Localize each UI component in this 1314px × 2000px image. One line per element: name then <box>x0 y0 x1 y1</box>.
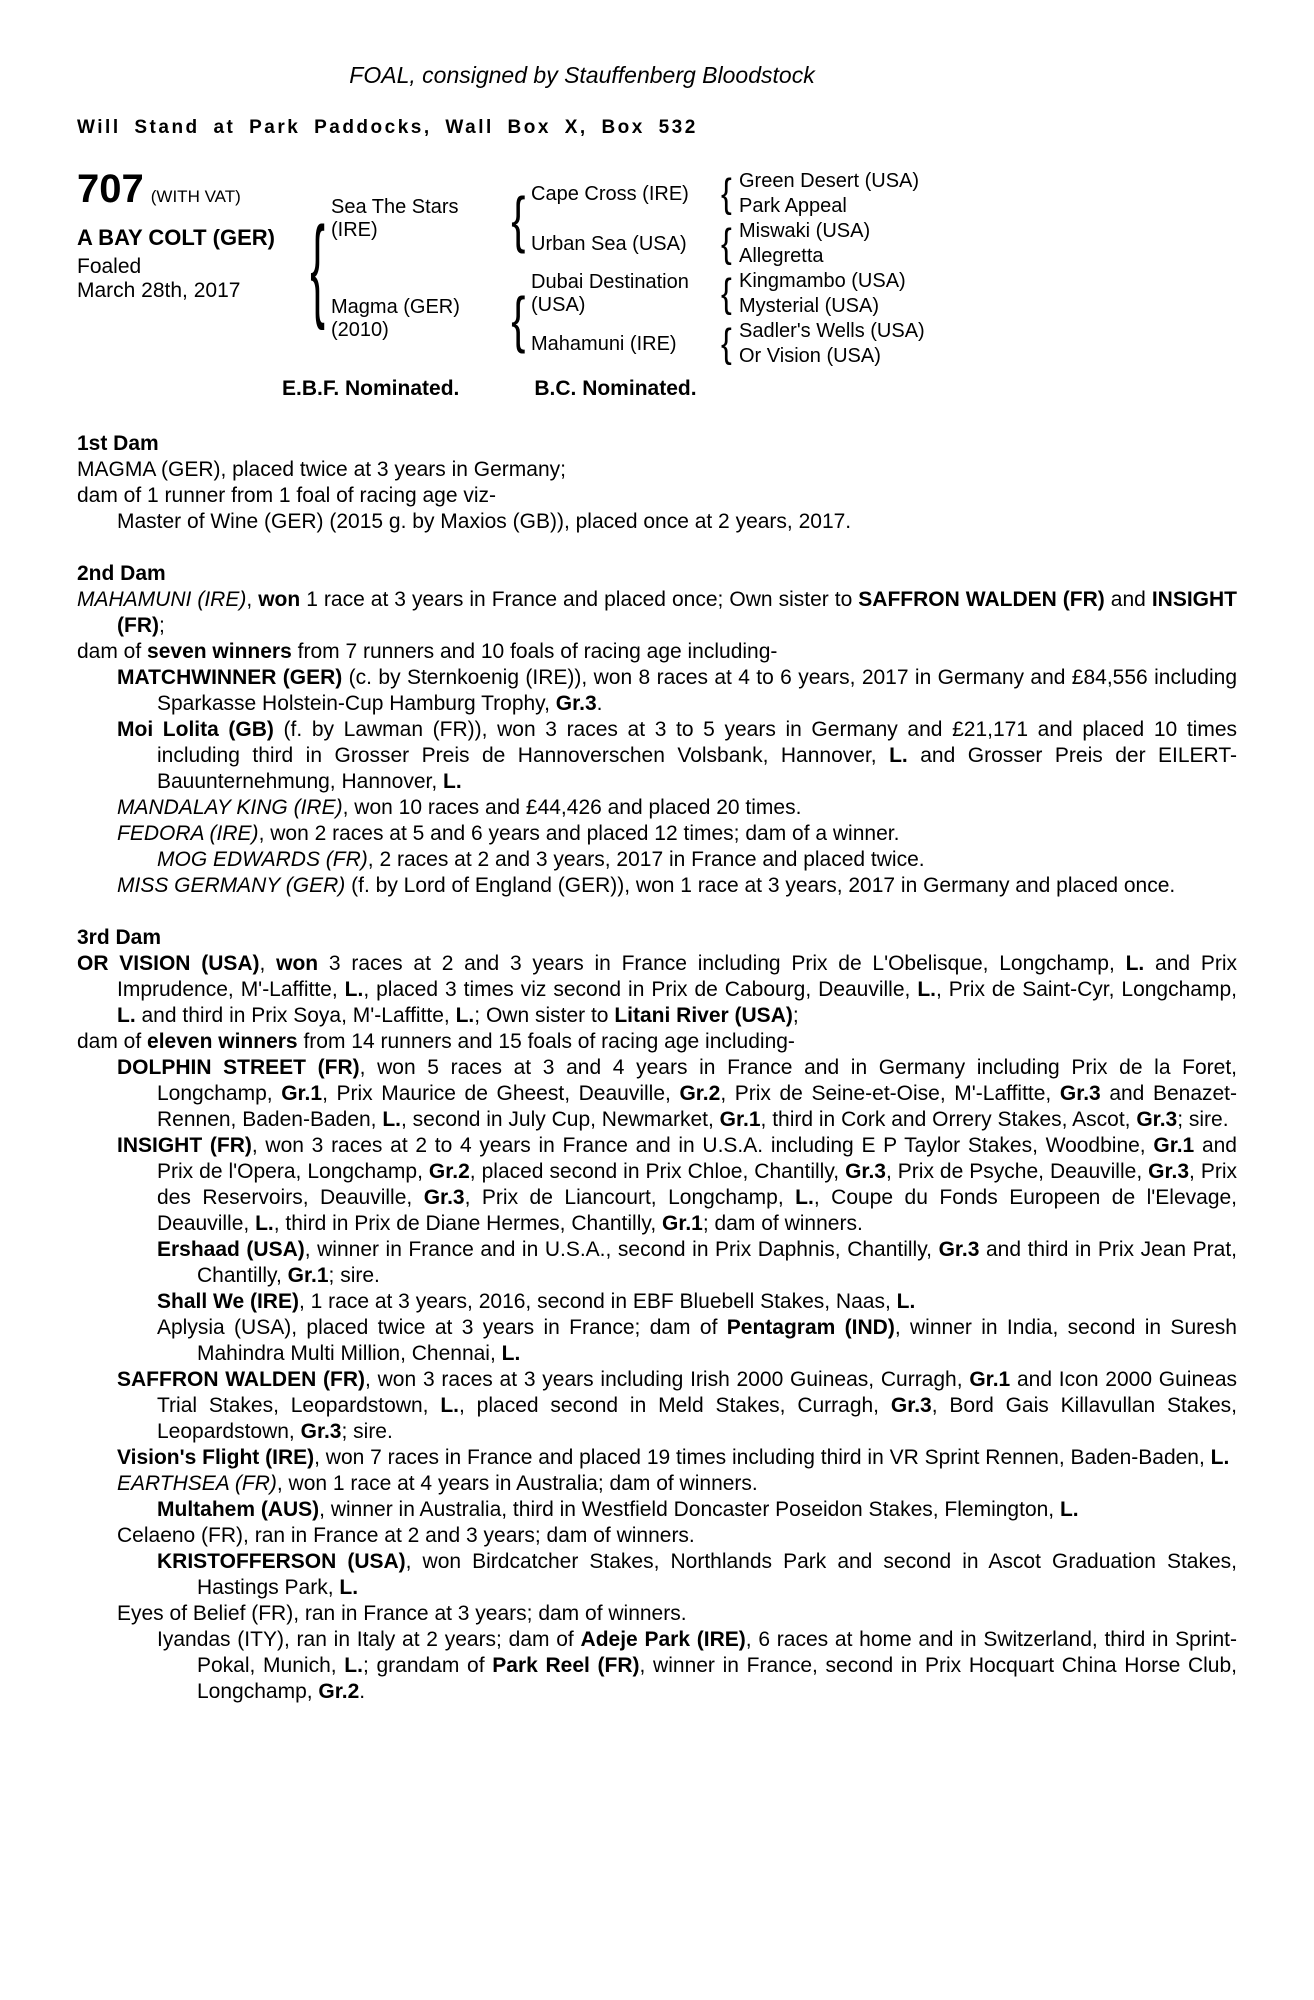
text-segment: INSIGHT (FR) <box>117 588 1238 637</box>
pedigree-sire-dam: Urban Sea (USA) <box>531 232 687 255</box>
pedigree-gen3-name: Kingmambo (USA) <box>739 270 906 292</box>
brace-glyph <box>713 169 739 219</box>
text-segment: seven winners <box>147 640 292 663</box>
text-segment: L. <box>795 1186 814 1209</box>
text-segment: , Prix de Liancourt, Longchamp, <box>464 1186 796 1209</box>
text-segment: (f. by Lord of England (GER)), won 1 race at 3 years, 2017 in Germany and placed once. <box>345 874 1176 897</box>
text-segment: Litani River (USA) <box>614 1004 793 1027</box>
text-segment: Shall We (IRE) <box>157 1290 299 1313</box>
text-segment: dam of <box>77 1030 148 1053</box>
text-segment: Gr.1 <box>719 1108 761 1131</box>
pedigree-paragraph <box>77 847 1237 873</box>
pedigree-paragraph <box>77 1315 1237 1367</box>
text-segment: Gr.3 <box>423 1186 465 1209</box>
section-heading: 3rd Dam <box>77 926 162 949</box>
nominations-line <box>77 377 1237 401</box>
text-segment: Gr.3 <box>1059 1082 1101 1105</box>
text-segment: , <box>259 952 277 975</box>
text-segment: , winner in India, second in Suresh Mahindra Multi Million, Chennai, <box>197 1316 1237 1365</box>
text-segment: Gr.1 <box>1153 1134 1195 1157</box>
stand-location: Will Stand at Park Paddocks, Wall Box X, Box 532 <box>77 117 698 138</box>
pedigree-sire: Sea The Stars (IRE) <box>331 196 459 241</box>
text-segment: L. <box>255 1212 274 1235</box>
text-segment: won <box>258 588 301 611</box>
text-segment: ; <box>158 614 165 637</box>
text-segment: Gr.1 <box>287 1264 329 1287</box>
text-segment: , Coupe du Fonds Europeen de l'Elevage, Deauville, <box>157 1186 1238 1235</box>
text-segment: , won 1 race at 4 years in Australia; dam of winners. <box>276 1472 758 1495</box>
text-segment: , third in Prix de Diane Hermes, Chantilly, <box>273 1212 662 1235</box>
pedigree-paragraph <box>77 1289 1237 1315</box>
pedigree-paragraph <box>77 665 1237 717</box>
text-segment: , Prix de Seine-et-Oise, M'-Laffitte, <box>720 1082 1060 1105</box>
text-segment: , Bord Gais Killavullan Stakes, Leopardstown, <box>157 1394 1238 1443</box>
brace-icon: { <box>720 171 732 217</box>
text-segment: L. <box>344 1654 363 1677</box>
text-segment: Gr.3 <box>845 1160 886 1183</box>
text-segment: SAFFRON WALDEN (FR) <box>858 588 1105 611</box>
brace-glyph <box>505 169 531 269</box>
text-segment: , winner in Australia, third in Westfield Doncaster Poseidon Stakes, Flemington, <box>319 1498 1060 1521</box>
text-segment: MAHAMUNI (IRE) <box>77 588 247 611</box>
brace-icon: { <box>510 284 526 354</box>
text-segment: ; sire. <box>341 1420 393 1443</box>
text-segment: 3 races at 2 and 3 years in France including Prix de L'Obelisque, Longchamp, <box>318 952 1126 975</box>
pedigree-paragraph <box>77 951 1237 1029</box>
text-segment: Aplysia (USA), placed twice at 3 years in France; dam of <box>157 1316 727 1339</box>
pedigree-gen3-name: Mysterial (USA) <box>739 295 880 317</box>
text-segment: , placed second in Meld Stakes, Curragh, <box>459 1394 891 1417</box>
text-segment: L. <box>117 1004 136 1027</box>
text-segment: , <box>246 588 259 611</box>
text-segment: , placed second in Prix Chloe, Chantilly, <box>469 1160 846 1183</box>
brace-icon: { <box>310 205 326 333</box>
lot-block <box>77 169 305 369</box>
text-segment: , Prix de Saint-Cyr, Longchamp, <box>936 978 1237 1001</box>
pedigree-paragraph <box>77 1445 1237 1471</box>
pedigree-paragraph <box>77 1549 1237 1601</box>
bc-nominated: B.C. Nominated. <box>534 377 697 400</box>
text-segment: Gr.3 <box>1148 1160 1190 1183</box>
text-segment: Adeje Park (IRE) <box>580 1628 746 1651</box>
pedigree-paragraph <box>77 821 1237 847</box>
text-segment: L. <box>1125 952 1145 975</box>
pedigree-paragraph <box>77 1497 1237 1523</box>
pedigree-paragraph <box>77 457 1237 483</box>
text-segment: . <box>596 692 603 715</box>
text-segment: L. <box>443 770 462 793</box>
text-segment: (f. by Lawman (FR)), won 3 races at 3 to 5 years in Germany and £21,171 and placed 10 times including third in Grosser Preis de Hannoverschen Volsbank, Hannover, <box>157 718 1237 767</box>
text-segment: Gr.1 <box>969 1368 1011 1391</box>
text-segment: L. <box>917 978 936 1001</box>
text-segment: eleven winners <box>147 1030 298 1053</box>
ebf-nominated: E.B.F. Nominated. <box>282 377 460 400</box>
pedigree-gen3-name: Miswaki (USA) <box>739 220 871 242</box>
text-segment: won <box>276 952 319 975</box>
dam-section <box>77 561 1237 899</box>
pedigree-gen3-name: Allegretta <box>739 245 824 267</box>
text-segment: . <box>359 1680 366 1703</box>
text-segment: and Prix de l'Opera, Longchamp, <box>157 1134 1237 1183</box>
text-segment: Gr.2 <box>318 1680 360 1703</box>
text-segment: , winner in France and in U.S.A., second in Prix Daphnis, Chantilly, <box>304 1238 939 1261</box>
pedigree-dam-sire: Dubai Destination (USA) <box>531 271 689 316</box>
text-segment: MAGMA (GER), placed twice at 3 years in Germany; <box>77 458 566 481</box>
text-segment: MANDALAY KING (IRE) <box>117 796 343 819</box>
text-segment: KRISTOFFERSON (USA) <box>157 1550 406 1573</box>
text-segment: ; sire. <box>1177 1108 1229 1131</box>
text-segment: and Grosser Preis der EILERT-Bauunternehmung, Hannover, <box>157 744 1238 793</box>
pedigree-paragraph <box>77 483 1237 509</box>
text-segment: , 1 race at 3 years, 2016, second in EBF Bluebell Stakes, Naas, <box>298 1290 897 1313</box>
pedigree-paragraph <box>77 1237 1237 1289</box>
pedigree-paragraph <box>77 1133 1237 1237</box>
section-heading: 2nd Dam <box>77 562 166 585</box>
text-segment: Gr.3 <box>890 1394 932 1417</box>
text-segment: EARTHSEA (FR) <box>117 1472 277 1495</box>
text-segment: dam of 1 runner from 1 foal of racing age viz- <box>77 484 497 507</box>
text-segment: L. <box>344 978 364 1001</box>
brace-glyph <box>713 269 739 319</box>
text-segment: MISS GERMANY (GER) <box>117 874 346 897</box>
text-segment: ; sire. <box>328 1264 380 1287</box>
text-segment: 1 race at 3 years in France and placed once; Own sister to <box>300 588 859 611</box>
dam-section <box>77 925 1237 1705</box>
text-segment: Gr.3 <box>1136 1108 1178 1131</box>
text-segment: ; dam of winners. <box>702 1212 863 1235</box>
brace-icon: { <box>510 184 526 254</box>
text-segment: , won 3 races at 2 to 4 years in France and in U.S.A. including E P Taylor Stakes, Woodbine, <box>251 1134 1154 1157</box>
consignment-title: FOAL, consigned by Stauffenberg Bloodstock <box>349 62 815 88</box>
text-segment: , winner in France, second in Prix Hocquart China Horse Club, Longchamp, <box>197 1654 1238 1703</box>
text-segment: Multahem (AUS) <box>157 1498 320 1521</box>
text-segment: Gr.2 <box>679 1082 721 1105</box>
text-segment: DOLPHIN STREET (FR) <box>117 1056 360 1079</box>
pedigree-chart <box>77 169 1237 369</box>
text-segment: , Prix de Psyche, Deauville, <box>885 1160 1149 1183</box>
text-segment: Gr.2 <box>428 1160 470 1183</box>
brace-glyph <box>505 269 531 369</box>
text-segment: SAFFRON WALDEN (FR) <box>117 1368 366 1391</box>
text-segment: ; grandam of <box>362 1654 493 1677</box>
brace-icon: { <box>720 221 732 267</box>
pedigree-paragraph <box>77 873 1237 899</box>
text-segment: , second in July Cup, Newmarket, <box>401 1108 720 1131</box>
text-segment: L. <box>1059 1498 1079 1521</box>
foaled-label: Foaled <box>77 255 142 278</box>
text-segment: , won Birdcatcher Stakes, Northlands Park and second in Ascot Graduation Stakes, Hastings Park, <box>197 1550 1237 1599</box>
text-segment: and <box>1104 588 1152 611</box>
lot-number: 707 <box>77 167 144 211</box>
text-segment: (c. by Sternkoenig (IRE)), won 8 races at 4 to 6 years, 2017 in Germany and £84,556 including Sparkasse Holstein-Cup Hamburg Trophy, <box>157 666 1237 715</box>
text-segment: ; Own sister to <box>474 1004 615 1027</box>
brace-glyph <box>713 319 739 369</box>
pedigree-paragraph <box>77 587 1237 639</box>
text-segment: , third in Cork and Orrery Stakes, Ascot, <box>760 1108 1137 1131</box>
pedigree-paragraph <box>77 1055 1237 1133</box>
pedigree-paragraph <box>77 509 1237 535</box>
text-segment: INSIGHT (FR) <box>117 1134 252 1157</box>
text-segment: MATCHWINNER (GER) <box>117 666 343 689</box>
text-segment: L. <box>339 1576 359 1599</box>
foaled-date: March 28th, 2017 <box>77 279 241 302</box>
text-segment: Celaeno (FR), ran in France at 2 and 3 years; dam of winners. <box>117 1524 695 1547</box>
section-heading: 1st Dam <box>77 432 159 455</box>
text-segment: , Prix Maurice de Gheest, Deauville, <box>322 1082 680 1105</box>
text-segment: , won 7 races in France and placed 19 times including third in VR Sprint Rennen, Baden-Baden, <box>314 1446 1211 1469</box>
text-segment: L. <box>501 1342 521 1365</box>
pedigree-dam: Magma (GER) (2010) <box>331 296 460 341</box>
lot-description: A BAY COLT (GER) <box>77 225 276 250</box>
pedigree-paragraph <box>77 1029 1237 1055</box>
text-segment: L. <box>889 744 908 767</box>
text-segment: , Prix des Reservoirs, Deauville, <box>157 1160 1237 1209</box>
text-segment: Gr.3 <box>938 1238 980 1261</box>
pedigree-paragraph <box>77 1627 1237 1705</box>
text-segment: L. <box>1210 1446 1230 1469</box>
text-segment: Gr.3 <box>300 1420 342 1443</box>
text-segment: and Icon 2000 Guineas Trial Stakes, Leopardstown, <box>157 1368 1237 1417</box>
text-segment: , won 10 races and £44,426 and placed 20 times. <box>342 796 802 819</box>
text-segment: Eyes of Belief (FR), ran in France at 3 years; dam of winners. <box>117 1602 687 1625</box>
text-segment: FEDORA (IRE) <box>117 822 259 845</box>
pedigree-paragraph <box>77 795 1237 821</box>
pedigree-gen3-name: Or Vision (USA) <box>739 345 881 367</box>
brace-glyph <box>305 169 331 369</box>
pedigree-paragraph <box>77 717 1237 795</box>
pedigree-paragraph <box>77 639 1237 665</box>
pedigree-gen3-name: Sadler's Wells (USA) <box>739 320 925 342</box>
text-segment: ; <box>792 1004 799 1027</box>
pedigree-paragraph <box>77 1601 1237 1627</box>
text-segment: OR VISION (USA) <box>77 952 260 975</box>
text-segment: from 7 runners and 10 foals of racing age including- <box>291 640 778 663</box>
text-segment: dam of <box>77 640 148 663</box>
text-segment: Park Reel (FR) <box>492 1654 640 1677</box>
text-segment: Moi Lolita (GB) <box>117 718 274 741</box>
lot-vat-note: (WITH VAT) <box>150 187 241 206</box>
text-segment: and Prix Imprudence, M'-Laffitte, <box>117 952 1237 1001</box>
text-segment: Ershaad (USA) <box>157 1238 305 1261</box>
text-segment: and third in Prix Jean Prat, Chantilly, <box>197 1238 1238 1287</box>
text-segment: , won 5 races at 3 and 4 years in France and in Germany including Prix de la Foret, Longchamp, <box>157 1056 1237 1105</box>
text-segment: , 2 races at 2 and 3 years, 2017 in France and placed twice. <box>367 848 925 871</box>
pedigree-gen3-name: Green Desert (USA) <box>739 170 920 192</box>
text-segment: and Benazet-Rennen, Baden-Baden, <box>157 1082 1238 1131</box>
dam-section <box>77 431 1237 535</box>
text-segment: L. <box>382 1108 402 1131</box>
text-segment: Gr.1 <box>281 1082 323 1105</box>
text-segment: Master of Wine (GER) (2015 g. by Maxios (GB)), placed once at 2 years, 2017. <box>117 510 852 533</box>
text-segment: Gr.1 <box>662 1212 703 1235</box>
text-segment: Vision's Flight (IRE) <box>117 1446 315 1469</box>
text-segment: Gr.3 <box>555 692 597 715</box>
text-segment: L. <box>896 1290 916 1313</box>
text-segment: L. <box>440 1394 460 1417</box>
pedigree-paragraph <box>77 1471 1237 1497</box>
pedigree-paragraph <box>77 1367 1237 1445</box>
pedigree-sections <box>77 431 1237 1705</box>
text-segment: Iyandas (ITY), ran in Italy at 2 years; dam of <box>157 1628 581 1651</box>
text-segment: MOG EDWARDS (FR) <box>157 848 368 871</box>
pedigree-paragraph <box>77 1523 1237 1549</box>
text-segment: , placed 3 times viz second in Prix de Cabourg, Deauville, <box>363 978 918 1001</box>
brace-icon: { <box>720 321 732 367</box>
text-segment: from 14 runners and 15 foals of racing age including- <box>297 1030 795 1053</box>
brace-icon: { <box>720 271 732 317</box>
text-segment: , won 2 races at 5 and 6 years and placed 12 times; dam of a winner. <box>258 822 900 845</box>
pedigree-gen3-name: Park Appeal <box>739 195 847 217</box>
text-segment: , won 3 races at 3 years including Irish 2000 Guineas, Curragh, <box>365 1368 970 1391</box>
text-segment: Pentagram (IND) <box>726 1316 895 1339</box>
pedigree-dam-dam: Mahamuni (IRE) <box>531 332 677 355</box>
pedigree-sire-sire: Cape Cross (IRE) <box>531 182 689 205</box>
text-segment: , 6 races at home and in Switzerland, third in Sprint-Pokal, Munich, <box>197 1628 1238 1677</box>
text-segment: L. <box>455 1004 475 1027</box>
text-segment: and third in Prix Soya, M'-Laffitte, <box>135 1004 456 1027</box>
brace-glyph <box>713 219 739 269</box>
lot-number-line <box>77 169 305 209</box>
